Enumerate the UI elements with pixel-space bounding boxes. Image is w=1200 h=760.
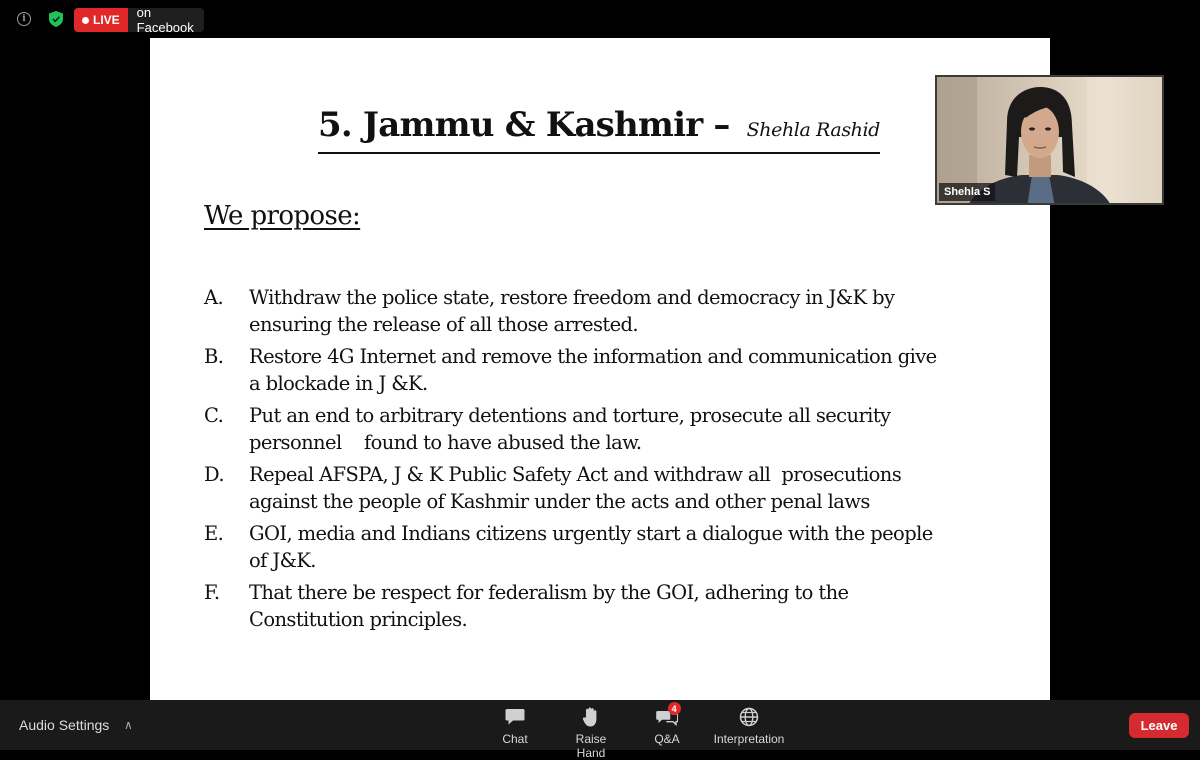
raise-hand-button[interactable] xyxy=(560,706,622,760)
raise-hand-label: Raise Hand xyxy=(575,732,607,760)
shared-screen-slide xyxy=(150,38,1050,700)
list-item-line: ensuring the release of all those arrested. xyxy=(249,313,639,336)
info-icon[interactable]: i xyxy=(17,12,31,26)
list-item-line: of J&K. xyxy=(249,549,316,572)
list-item xyxy=(204,520,1004,574)
list-item-letter: F. xyxy=(204,581,220,604)
meeting-toolbar xyxy=(0,700,1200,760)
proposal-list xyxy=(204,284,1004,638)
interpretation-button[interactable] xyxy=(711,706,787,746)
list-item-line: Put an end to arbitrary detentions and torture, prosecute all security xyxy=(249,404,891,427)
list-item xyxy=(204,579,1004,633)
shield-icon[interactable] xyxy=(49,11,63,27)
slide-title-main: 5. Jammu & Kashmir – xyxy=(318,105,730,145)
list-item-line: Restore 4G Internet and remove the information and communication give xyxy=(249,345,937,368)
list-item-line: Constitution principles. xyxy=(249,608,468,631)
slide-title-author: Shehla Rashid xyxy=(746,119,880,141)
list-item-line: a blockade in J &K. xyxy=(249,372,428,395)
qa-badge: 4 xyxy=(668,702,681,715)
qa-button[interactable] xyxy=(651,703,683,746)
slide-title xyxy=(318,104,880,154)
top-status-bar xyxy=(0,0,1200,38)
interpretation-label: Interpretation xyxy=(713,732,785,746)
stream-destination: on Facebook xyxy=(136,5,194,35)
list-item-letter: A. xyxy=(204,286,224,309)
chevron-up-icon[interactable]: ∧ xyxy=(124,718,133,732)
list-item xyxy=(204,284,1004,338)
list-item-line: GOI, media and Indians citizens urgently start a dialogue with the people xyxy=(249,522,933,545)
live-badge xyxy=(74,8,128,32)
list-item xyxy=(204,402,1004,456)
chat-button[interactable] xyxy=(497,706,533,746)
list-item-letter: E. xyxy=(204,522,224,545)
qa-label: Q&A xyxy=(654,732,680,746)
list-item-letter: D. xyxy=(204,463,224,486)
audio-settings-button[interactable]: Audio Settings xyxy=(19,717,110,733)
list-item-line: That there be respect for federalism by the GOI, adhering to the xyxy=(249,581,849,604)
list-item-letter: C. xyxy=(204,404,224,427)
participant-name-label: Shehla S xyxy=(939,183,995,201)
list-item-letter: B. xyxy=(204,345,224,368)
slide-subtitle: We propose: xyxy=(204,201,361,231)
globe-icon xyxy=(739,707,759,727)
participant-video-tile[interactable] xyxy=(935,75,1164,205)
list-item-line: Repeal AFSPA, J & K Public Safety Act and withdraw all prosecutions xyxy=(249,463,902,486)
chat-icon xyxy=(505,708,525,726)
list-item-line: personnel found to have abused the law. xyxy=(249,431,642,454)
live-label: LIVE xyxy=(93,13,120,27)
list-item-line: Withdraw the police state, restore freedom and democracy in J&K by xyxy=(249,286,895,309)
list-item xyxy=(204,343,1004,397)
list-item xyxy=(204,461,1004,515)
list-item-line: against the people of Kashmir under the acts and other penal laws xyxy=(249,490,870,513)
live-stream-indicator[interactable] xyxy=(74,5,204,35)
live-dot-icon xyxy=(82,17,89,24)
leave-button[interactable]: Leave xyxy=(1129,713,1189,738)
raise-hand-icon xyxy=(582,707,600,727)
chat-label: Chat xyxy=(502,732,528,746)
